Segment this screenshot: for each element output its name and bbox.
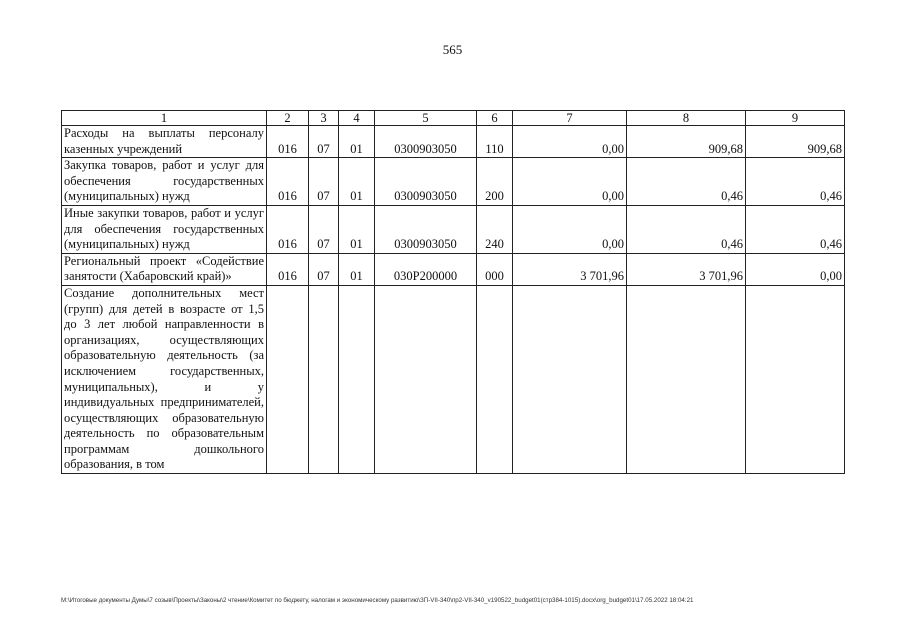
cell-expense-type: 110 [477, 126, 513, 158]
table-row [62, 285, 845, 473]
column-header-3: 3 [309, 111, 339, 126]
cell-amount-7 [513, 285, 627, 473]
column-header-6: 6 [477, 111, 513, 126]
cell-expense-type: 200 [477, 158, 513, 206]
cell-amount-7: 0,00 [513, 205, 627, 253]
cell-section: 07 [309, 253, 339, 285]
cell-amount-8 [627, 285, 746, 473]
cell-target-article: 030P200000 [375, 253, 477, 285]
column-header-5: 5 [375, 111, 477, 126]
row-name: Расходы на выплаты персоналу казенных учреждений [62, 126, 267, 158]
table-row [62, 126, 845, 158]
budget-table [61, 110, 845, 474]
cell-amount-8: 909,68 [627, 126, 746, 158]
cell-ministry-code: 016 [267, 158, 309, 206]
cell-amount-7: 0,00 [513, 126, 627, 158]
cell-section [309, 285, 339, 473]
cell-ministry-code [267, 285, 309, 473]
cell-expense-type: 000 [477, 253, 513, 285]
column-header-4: 4 [339, 111, 375, 126]
table-row [62, 205, 845, 253]
cell-target-article: 0300903050 [375, 158, 477, 206]
cell-expense-type: 240 [477, 205, 513, 253]
column-header-8: 8 [627, 111, 746, 126]
cell-amount-8: 0,46 [627, 205, 746, 253]
cell-amount-7: 3 701,96 [513, 253, 627, 285]
cell-section: 07 [309, 158, 339, 206]
column-header-9: 9 [746, 111, 845, 126]
cell-amount-9: 0,46 [746, 158, 845, 206]
cell-ministry-code: 016 [267, 253, 309, 285]
row-name: Региональный проект «Содействие занятости (Хабаровский край)» [62, 253, 267, 285]
cell-amount-8: 0,46 [627, 158, 746, 206]
cell-amount-7: 0,00 [513, 158, 627, 206]
column-header-1: 1 [62, 111, 267, 126]
column-header-2: 2 [267, 111, 309, 126]
column-header-7: 7 [513, 111, 627, 126]
cell-section: 07 [309, 205, 339, 253]
cell-ministry-code: 016 [267, 205, 309, 253]
cell-amount-9: 0,46 [746, 205, 845, 253]
table-header-row [62, 111, 845, 126]
cell-subsection: 01 [339, 158, 375, 206]
cell-amount-8: 3 701,96 [627, 253, 746, 285]
cell-amount-9: 909,68 [746, 126, 845, 158]
cell-subsection: 01 [339, 205, 375, 253]
row-name: Закупка товаров, работ и услуг для обеспечения государственных (муниципальных) нужд [62, 158, 267, 206]
table-row [62, 158, 845, 206]
cell-subsection: 01 [339, 126, 375, 158]
cell-subsection: 01 [339, 253, 375, 285]
cell-target-article: 0300903050 [375, 205, 477, 253]
cell-target-article [375, 285, 477, 473]
table-row [62, 253, 845, 285]
file-path-footer: M:\Итоговые документы Думы\7 созыв\Проекты\Законы\2 чтение\Комитет по бюджету, налогам и экономическому развитию\ЗП-VII-340\пр2-VII-340_v190522_budget01(стр384-1015).docx\org_budget01\17.05.2022 18:04:21 [61, 597, 694, 604]
cell-subsection [339, 285, 375, 473]
row-name: Создание дополнительных мест (групп) для детей в возрасте от 1,5 до 3 лет любой направленности в организациях, осуществляющих образовательную деятельность (за исключением государственных, муниципальных), и у индивидуальных предпринимателей, осуществляющих образовательную деятельность по образовательным программам дошкольного образования, в том [62, 285, 267, 473]
cell-amount-9 [746, 285, 845, 473]
cell-section: 07 [309, 126, 339, 158]
row-name: Иные закупки товаров, работ и услуг для обеспечения государственных (муниципальных) нужд [62, 205, 267, 253]
cell-amount-9: 0,00 [746, 253, 845, 285]
page-number: 565 [442, 42, 463, 57]
cell-ministry-code: 016 [267, 126, 309, 158]
cell-target-article: 0300903050 [375, 126, 477, 158]
cell-expense-type [477, 285, 513, 473]
